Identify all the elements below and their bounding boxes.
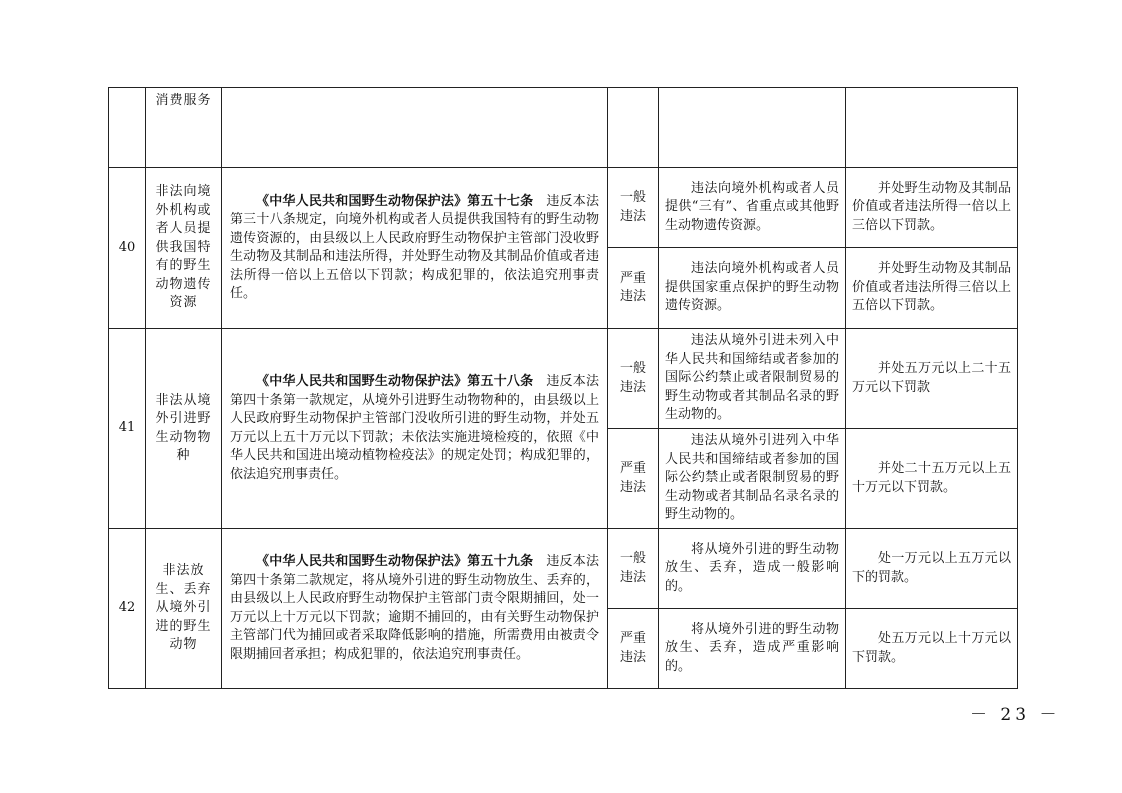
penalty-text: 处五万元以上十万元以下罚款。 [852, 631, 1011, 665]
legal-basis-text: 违反本法第四十条第一款规定，从境外引进野生动物物种的，由县级以上人民政府野生动物保护主管部门没收所引进的野生动物，并处五万元以上五十万元以下罚款；未依法实施进境检疫的，依照《中华人民共和国进出境动植物检疫法》的规定处罚；构成犯罪的，依法追究刑事责任。 [230, 374, 599, 482]
law-article: 《中华人民共和国野生动物保护法》第五十九条 [256, 554, 534, 569]
level-cell: 严重违法 [608, 248, 659, 329]
row-number-cell: 40 [109, 168, 146, 329]
penalty-cell [846, 248, 1018, 329]
penalty-cell [846, 329, 1018, 429]
penalty-cell [846, 609, 1018, 689]
penalty-cell [846, 88, 1018, 168]
condition-cell [659, 429, 846, 529]
legal-basis-cell [222, 329, 608, 529]
penalty-standards-table [108, 87, 1018, 689]
level-cell: 一般违法 [608, 168, 659, 248]
legal-basis-text: 违反本法第四十条第二款规定，将从境外引进的野生动物放生、丢弃的，由县级以上人民政府野生动物保护主管部门责令限期捕回，处一万元以上十万元以下罚款；逾期不捕回的，由有关野生动物保护主管部门代为捕回或者采取降低影响的措施，所需费用由被责令限期捕回者承担；构成犯罪的，依法追究刑事责任。 [230, 554, 599, 662]
condition-text: 违法从境外引进列入中华人民共和国缔结或者参加的国际公约禁止或者限制贸易的野生动物或者其制品名录名录的野生动物的。 [665, 433, 839, 523]
violation-name-cell: 非法向境外机构或者人员提供我国特有的野生动物遗传资源 [146, 168, 222, 329]
legal-basis-cell [222, 168, 608, 329]
legal-basis-cell [222, 88, 608, 168]
penalty-text: 并处野生动物及其制品价值或者违法所得三倍以上五倍以下罚款。 [852, 261, 1011, 314]
row-number-cell: 42 [109, 529, 146, 689]
table-row-40 [109, 168, 1018, 248]
level-cell: 一般违法 [608, 329, 659, 429]
penalty-text: 并处野生动物及其制品价值或者违法所得一倍以上三倍以下罚款。 [852, 180, 1011, 233]
condition-text: 将从境外引进的野生动物放生、丢弃，造成一般影响的。 [665, 541, 839, 594]
level-cell: 严重违法 [608, 429, 659, 529]
page-number: － 23 － [970, 705, 1061, 725]
condition-cell [659, 168, 846, 248]
row-number-cell: 41 [109, 329, 146, 529]
law-article: 《中华人民共和国野生动物保护法》第五十七条 [256, 193, 534, 209]
condition-cell [659, 329, 846, 429]
violation-name-cell: 非法从境外引进野生动物物种 [146, 329, 222, 529]
condition-text: 将从境外引进的野生动物放生、丢弃，造成严重影响的。 [665, 621, 839, 674]
penalty-text: 并处五万元以上二十五万元以下罚款 [852, 361, 1011, 395]
legal-basis-cell [222, 529, 608, 689]
penalty-cell [846, 529, 1018, 609]
table-row-41 [109, 329, 1018, 429]
condition-text: 违法向境外机构或者人员提供“三有”、省重点或其他野生动物遗传资源。 [665, 180, 839, 233]
law-article: 《中华人民共和国野生动物保护法》第五十八条 [256, 374, 534, 389]
condition-text: 违法从境外引进未列入中华人民共和国缔结或者参加的国际公约禁止或者限制贸易的野生动物或者其制品名录的野生动物的。 [665, 333, 839, 423]
condition-cell [659, 248, 846, 329]
level-cell [608, 88, 659, 168]
level-cell: 严重违法 [608, 609, 659, 689]
condition-cell [659, 88, 846, 168]
penalty-text: 并处二十五万元以上五十万元以下罚款。 [852, 461, 1011, 495]
condition-cell [659, 529, 846, 609]
legal-basis-text: 违反本法第三十八条规定，向境外机构或者人员提供我国特有的野生动物遗传资源的，由县级以上人民政府野生动物保护主管部门没收野生动物及其制品和违法所得，并处野生动物及其制品价值或者违法所得一倍以上五倍以下罚款；构成犯罪的，依法追究刑事责任。 [230, 193, 599, 301]
level-cell: 一般违法 [608, 529, 659, 609]
violation-name-cell: 消费服务 [146, 88, 222, 168]
row-number-cell [109, 88, 146, 168]
condition-text: 违法向境外机构或者人员提供国家重点保护的野生动物遗传资源。 [665, 261, 839, 314]
table-row-42 [109, 529, 1018, 609]
penalty-cell [846, 168, 1018, 248]
condition-cell [659, 609, 846, 689]
violation-name-cell: 非法放生、丢弃从境外引进的野生动物 [146, 529, 222, 689]
penalty-cell [846, 429, 1018, 529]
table-row-39 [109, 88, 1018, 168]
penalty-text: 处一万元以上五万元以下的罚款。 [852, 551, 1011, 585]
